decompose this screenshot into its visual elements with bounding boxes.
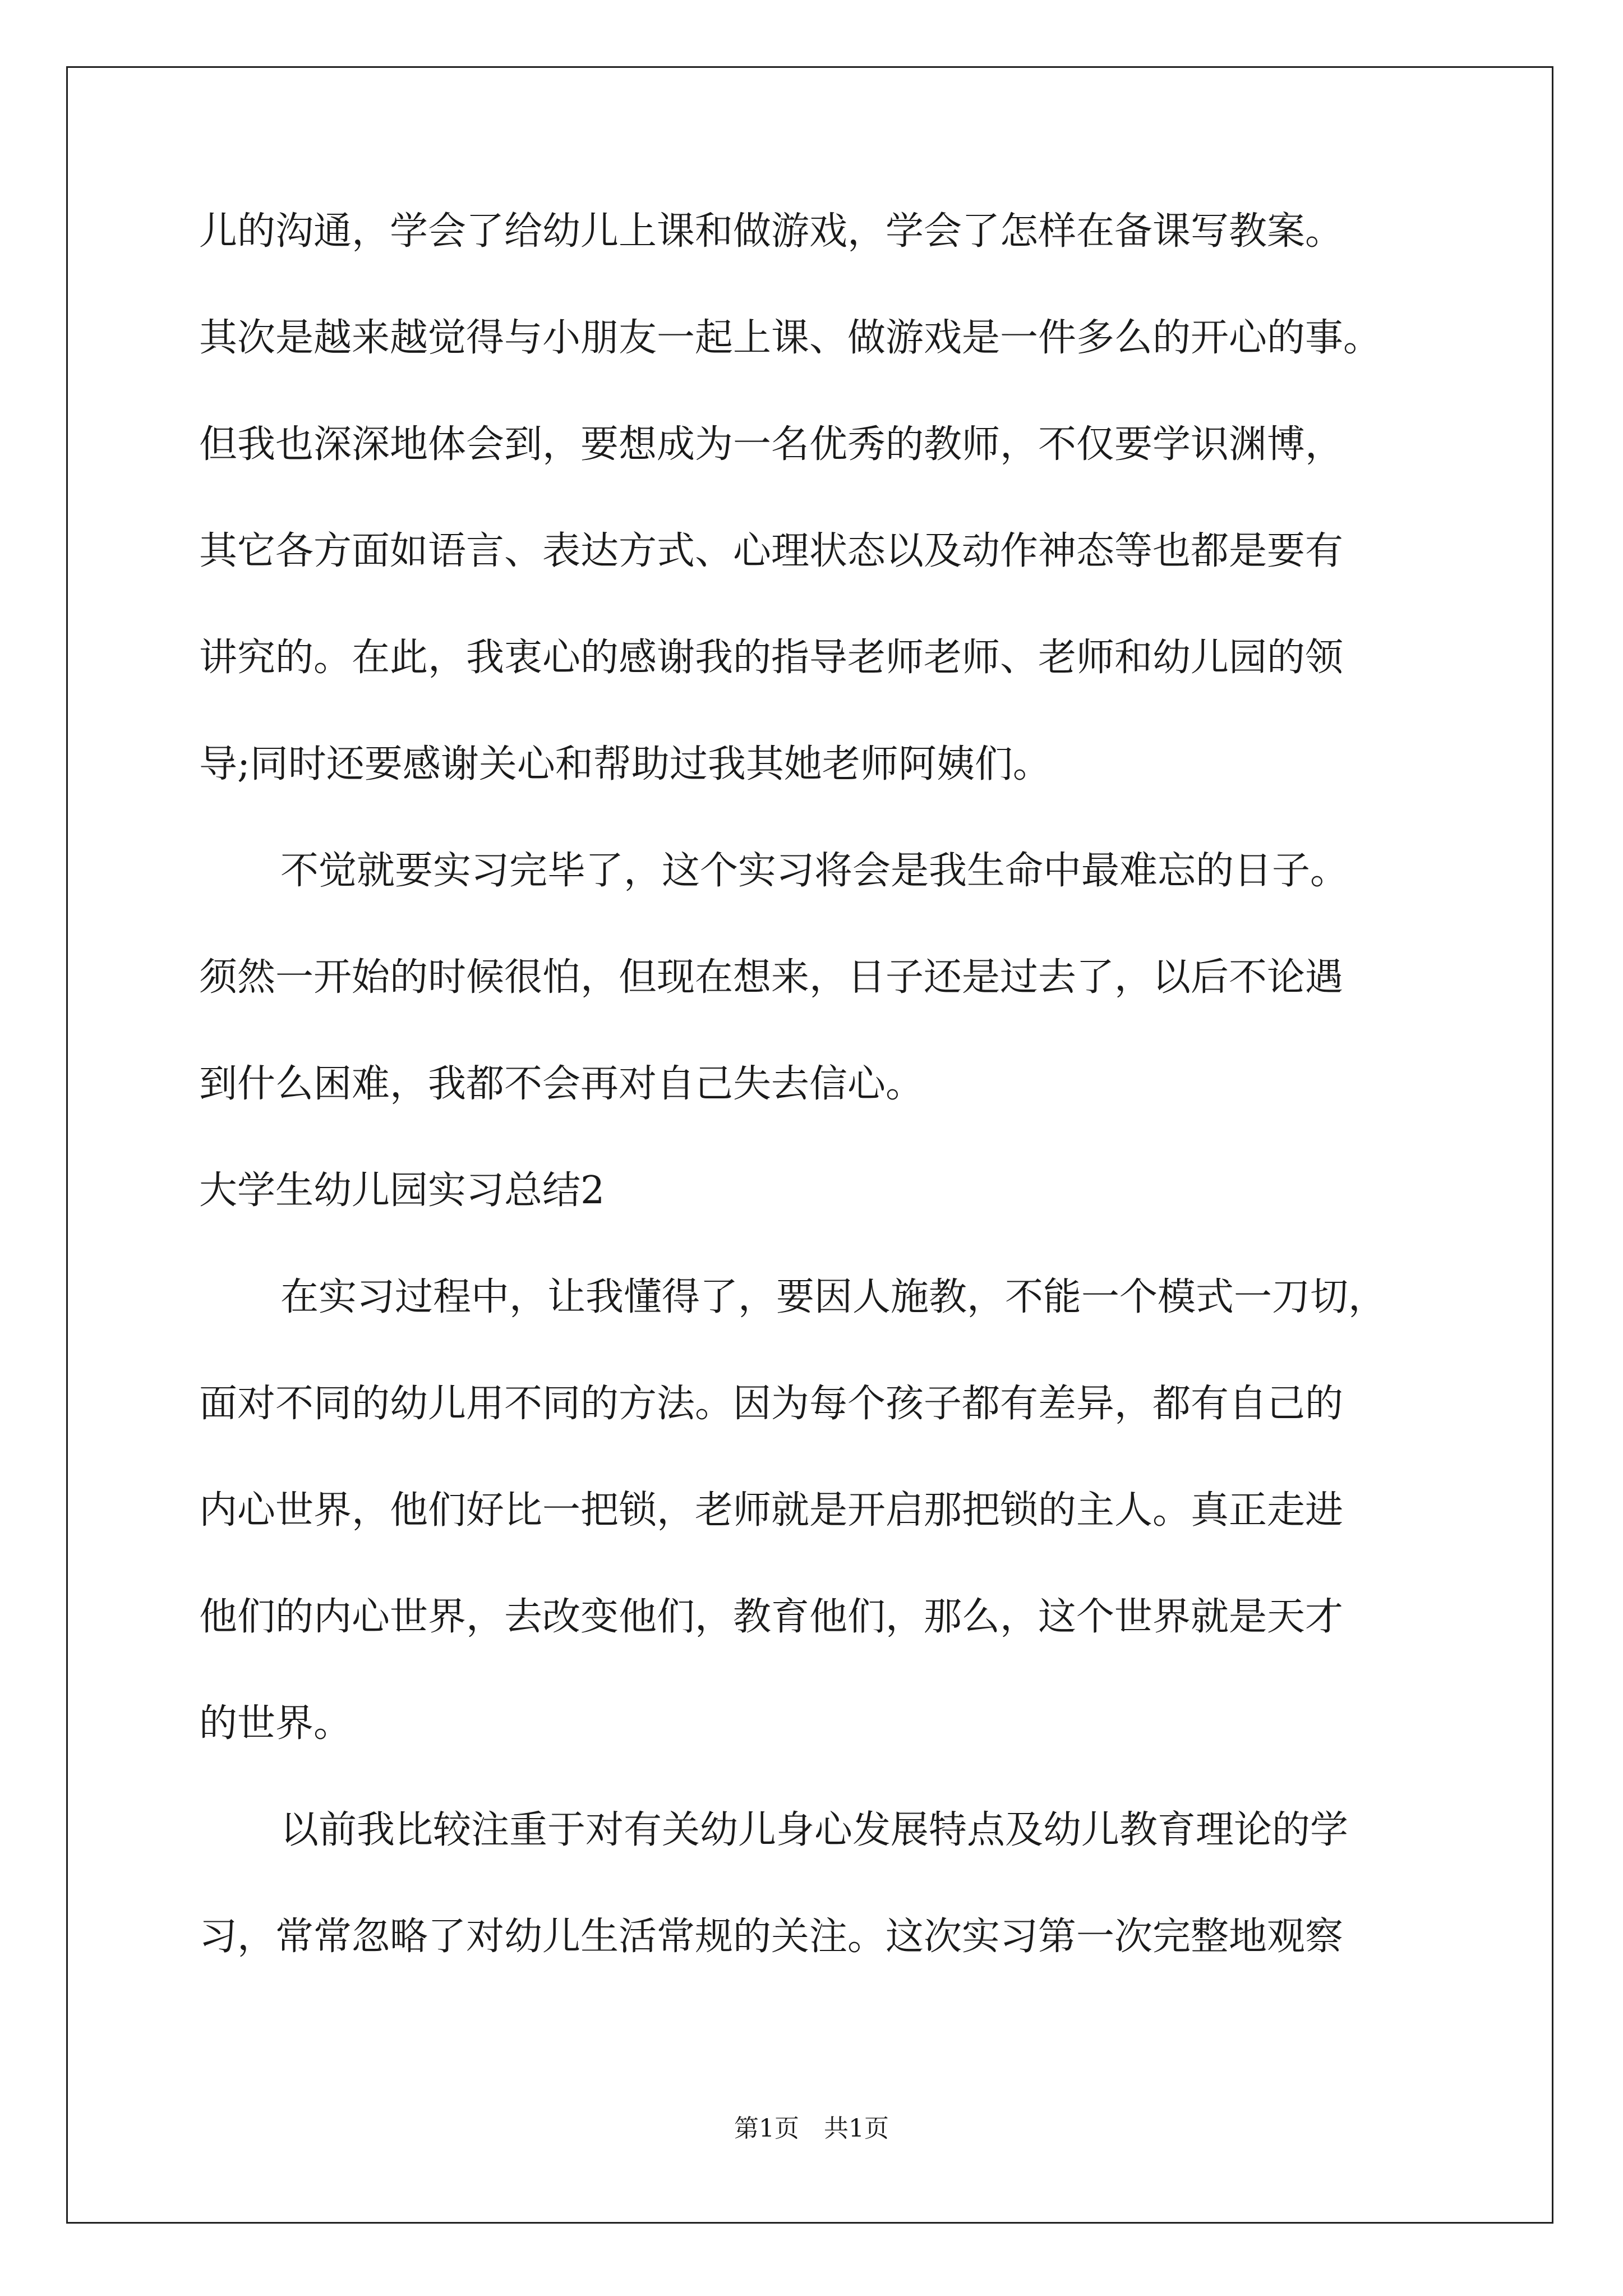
text-line: 不觉就要实习完毕了，这个实习将会是我生命中最难忘的日子。 xyxy=(280,849,1349,893)
text-line: 的世界。 xyxy=(199,1701,352,1746)
page-border xyxy=(66,66,1553,2224)
text-line: 以前我比较注重于对有关幼儿身心发展特点及幼儿教育理论的学 xyxy=(280,1808,1349,1852)
text-line: 到什么困难，我都不会再对自己失去信心。 xyxy=(199,1062,924,1106)
text-line: 讲究的。在此，我衷心的感谢我的指导老师老师、老师和幼儿园的领 xyxy=(199,636,1344,680)
text-line: 须然一开始的时候很怕，但现在想来，日子还是过去了，以后不论遇 xyxy=(199,955,1344,1000)
text-line: 导;同时还要感谢关心和帮助过我其她老师阿姨们。 xyxy=(199,742,1051,786)
text-line: 习，常常忽略了对幼儿生活常规的关注。这次实习第一次完整地观察 xyxy=(199,1915,1344,1959)
text-line: 但我也深深地体会到，要想成为一名优秀的教师，不仅要学识渊博， xyxy=(199,422,1344,467)
text-line: 其它各方面如语言、表达方式、心理状态以及动作神态等也都是要有 xyxy=(199,529,1344,573)
text-line: 儿的沟通，学会了给幼儿上课和做游戏，学会了怎样在备课写教案。 xyxy=(199,209,1344,254)
text-line: 其次是越来越觉得与小朋友一起上课、做游戏是一件多么的开心的事。 xyxy=(199,316,1382,360)
section-heading: 大学生幼儿园实习总结2 xyxy=(199,1168,605,1213)
text-line: 内心世界，他们好比一把锁，老师就是开启那把锁的主人。真正走进 xyxy=(199,1488,1344,1533)
text-line: 在实习过程中，让我懂得了，要因人施教，不能一个模式一刀切， xyxy=(280,1275,1387,1319)
text-line: 面对不同的幼儿用不同的方法。因为每个孩子都有差异，都有自己的 xyxy=(199,1382,1344,1426)
text-line: 他们的内心世界，去改变他们，教育他们，那么，这个世界就是天才 xyxy=(199,1595,1344,1639)
page-number-footer: 第1页 共1页 xyxy=(734,2114,889,2143)
